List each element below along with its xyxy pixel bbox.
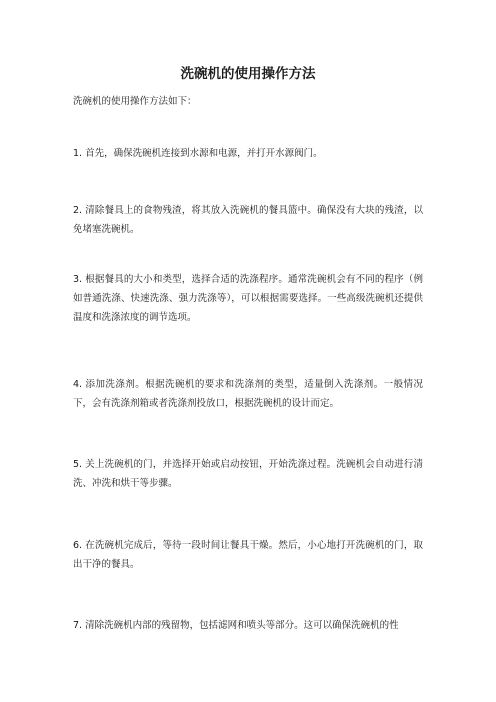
document-title: 洗碗机的使用操作方法 xyxy=(180,66,316,82)
step-5: 5. 关上洗碗机的门，并选择开始或启动按钮，开始洗涤过程。洗碗机会自动进行清洗、冲洗和烘干等步骤。 xyxy=(73,459,423,489)
step-3: 3. 根据餐具的大小和类型，选择合适的洗涤程序。通常洗碗机会有不同的程序（例如普通洗涤、快速洗涤、强力洗涤等），可以根据需要选择。一些高级洗碗机还提供温度和洗涤浓度的调节选项。 xyxy=(73,274,423,323)
step-4: 4. 添加洗涤剂。根据洗碗机的要求和洗涤剂的类型，适量倒入洗涤剂。一般情况下，会有洗涤剂箱或者洗涤剂投放口，根据洗碗机的设计而定。 xyxy=(73,379,423,409)
intro-text: 洗碗机的使用操作方法如下： xyxy=(73,96,197,107)
step-7: 7. 清除洗碗机内部的残留物，包括滤网和喷头等部分。这可以确保洗碗机的性 xyxy=(73,620,399,631)
step-6: 6. 在洗碗机完成后，等待一段时间让餐具干燥。然后，小心地打开洗碗机的门，取出干净的餐具。 xyxy=(73,540,423,570)
step-1: 1. 首先，确保洗碗机连接到水源和电源，并打开水源阀门。 xyxy=(73,148,323,159)
step-2: 2. 清除餐具上的食物残渣，将其放入洗碗机的餐具篮中。确保没有大块的残渣，以免堵塞洗碗机。 xyxy=(73,205,423,235)
